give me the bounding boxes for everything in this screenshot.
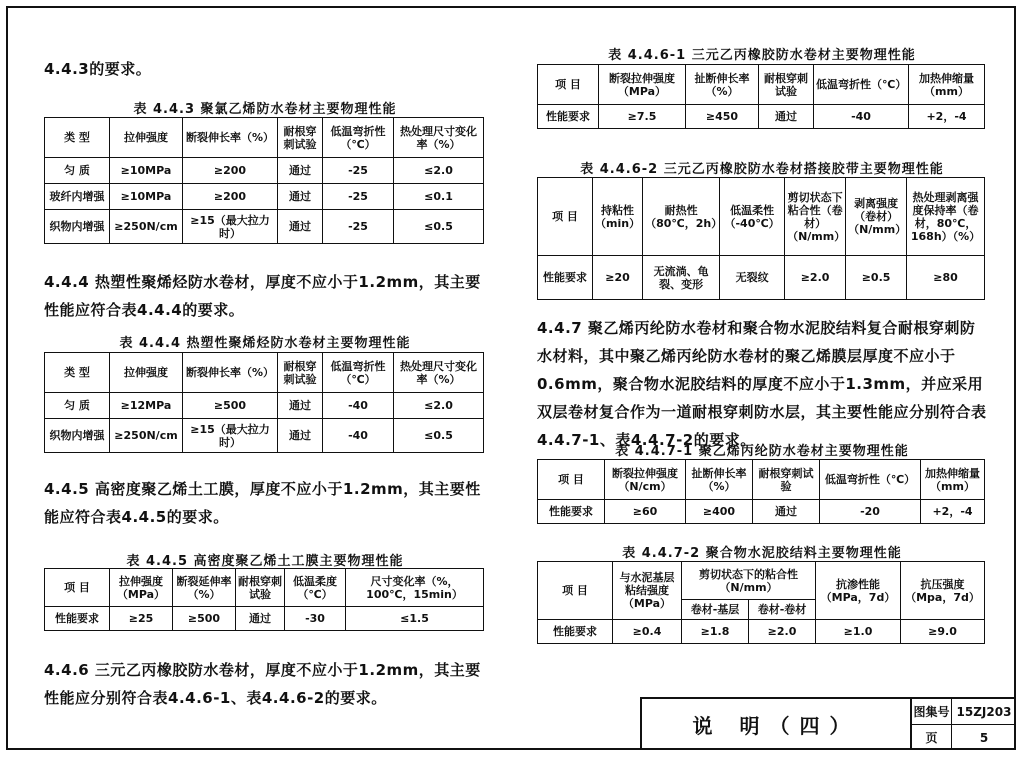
header-cell: 加热伸缩量（mm） xyxy=(909,65,985,105)
header-cell: 抗渗性能（MPa，7d） xyxy=(816,562,901,620)
sheet-title: 说 明（四） xyxy=(642,699,912,750)
table-cell: 通过 xyxy=(753,500,820,524)
table-cell: +2，-4 xyxy=(921,500,985,524)
header-cell: 断裂伸长率（%） xyxy=(183,353,278,393)
table-cell: 匀 质 xyxy=(45,158,110,184)
header-cell: 扯断伸长率（%） xyxy=(686,460,753,500)
paragraph-444: 4.4.4 热塑性聚烯烃防水卷材，厚度不应小于1.2mm，其主要性能应符合表4.4.4的要求。 xyxy=(44,273,481,319)
table-cell: 通过 xyxy=(759,105,814,129)
table-cell: -40 xyxy=(814,105,909,129)
header-cell: 项 目 xyxy=(45,569,110,607)
header-cell: 类 型 xyxy=(45,118,110,158)
table-443-caption: 表 4.4.3 聚氯乙烯防水卷材主要物理性能 xyxy=(133,102,397,117)
table-cell: ≥25 xyxy=(110,607,173,631)
table-cell: ≥200 xyxy=(183,184,278,210)
table-cell: 性能要求 xyxy=(538,620,613,644)
table-cell: 通过 xyxy=(278,210,323,244)
header-cell: 扯断伸长率（%） xyxy=(686,65,759,105)
table-cell: 性能要求 xyxy=(538,500,605,524)
table-cell: ≥9.0 xyxy=(901,620,985,644)
header-cell: 剥离强度（卷材）（N/mm） xyxy=(846,178,907,256)
header-cell: 耐热性（80℃，2h） xyxy=(643,178,720,256)
header-cell: 尺寸变化率（%，100℃，15min） xyxy=(346,569,484,607)
table-cell: ≥2.0 xyxy=(749,620,816,644)
atlas-label: 图集号 xyxy=(912,699,952,725)
header-cell: 耐根穿刺试验 xyxy=(278,118,323,158)
header-cell: 项 目 xyxy=(538,460,605,500)
paragraph-445: 4.4.5 高密度聚乙烯土工膜，厚度不应小于1.2mm，其主要性能应符合表4.4.5的要求。 xyxy=(44,480,481,526)
table-444-caption: 表 4.4.4 热塑性聚烯烃防水卷材主要物理性能 xyxy=(119,336,411,351)
page-label: 页 xyxy=(912,725,952,750)
intro-text: 4.4.3的要求。 xyxy=(44,60,152,78)
title-block-grid xyxy=(912,699,1016,750)
table-cell: ≥450 xyxy=(686,105,759,129)
table-cell: 通过 xyxy=(236,607,285,631)
header-cell: 断裂拉伸强度（N/cm） xyxy=(605,460,686,500)
subheader-cell: 卷材-卷材 xyxy=(749,600,816,620)
header-cell: 热处理尺寸变化率（%） xyxy=(394,353,484,393)
table-cell: ≤1.5 xyxy=(346,607,484,631)
header-cell: 低温弯折性（℃） xyxy=(323,118,394,158)
table-cell: 织物内增强 xyxy=(45,419,110,453)
table-4472-caption: 表 4.4.7-2 聚合物水泥胶结料主要物理性能 xyxy=(622,546,902,561)
table-cell: +2，-4 xyxy=(909,105,985,129)
table-cell: ≥1.8 xyxy=(682,620,749,644)
table-443 xyxy=(44,117,484,244)
header-cell: 拉伸强度 xyxy=(110,353,183,393)
header-cell: 加热伸缩量（mm） xyxy=(921,460,985,500)
table-cell: ≥0.4 xyxy=(613,620,682,644)
table-445-caption: 表 4.4.5 高密度聚乙烯土工膜主要物理性能 xyxy=(126,554,404,569)
title-block xyxy=(640,697,1016,750)
table-cell: 通过 xyxy=(278,393,323,419)
table-cell: ≥80 xyxy=(907,256,985,300)
table-cell: ≤0.5 xyxy=(394,419,484,453)
header-cell: 热处理尺寸变化率（%） xyxy=(394,118,484,158)
table-cell: ≥500 xyxy=(183,393,278,419)
table-cell: 匀 质 xyxy=(45,393,110,419)
table-4472 xyxy=(537,561,985,644)
header-cell: 剪切状态下粘合性（卷材）（N/mm） xyxy=(785,178,846,256)
header-cell: 类 型 xyxy=(45,353,110,393)
table-cell: ≤2.0 xyxy=(394,393,484,419)
table-cell: ≥15（最大拉力时） xyxy=(183,419,278,453)
header-cell: 断裂伸长率（%） xyxy=(183,118,278,158)
table-cell: ≥500 xyxy=(173,607,236,631)
header-cell: 耐根穿刺试验 xyxy=(236,569,285,607)
table-cell: -40 xyxy=(323,393,394,419)
table-cell: ≥10MPa xyxy=(110,184,183,210)
header-cell: 剪切状态下的粘合性（N/mm） xyxy=(682,562,816,600)
table-cell: 性能要求 xyxy=(45,607,110,631)
table-4462-caption: 表 4.4.6-2 三元乙丙橡胶防水卷材搭接胶带主要物理性能 xyxy=(580,162,944,177)
table-cell: ≥20 xyxy=(593,256,643,300)
header-cell: 断裂拉伸强度（MPa） xyxy=(599,65,686,105)
header-cell: 持粘性（min） xyxy=(593,178,643,256)
table-4471-caption: 表 4.4.7-1 聚乙烯丙纶防水卷材主要物理性能 xyxy=(615,444,909,459)
table-cell: -40 xyxy=(323,419,394,453)
table-cell: 织物内增强 xyxy=(45,210,110,244)
table-cell: 性能要求 xyxy=(538,105,599,129)
table-4461-caption: 表 4.4.6-1 三元乙丙橡胶防水卷材主要物理性能 xyxy=(608,48,916,63)
table-cell: ≥400 xyxy=(686,500,753,524)
table-445 xyxy=(44,568,484,631)
header-cell: 拉伸强度（MPa） xyxy=(110,569,173,607)
table-cell: -25 xyxy=(323,210,394,244)
table-4462 xyxy=(537,177,985,300)
table-cell: ≥1.0 xyxy=(816,620,901,644)
header-cell: 低温柔性（-40℃） xyxy=(720,178,785,256)
header-cell: 耐根穿刺试验 xyxy=(753,460,820,500)
header-cell: 低温弯折性（℃） xyxy=(820,460,921,500)
table-cell: 通过 xyxy=(278,419,323,453)
header-cell: 耐根穿刺试验 xyxy=(278,353,323,393)
table-cell: ≥7.5 xyxy=(599,105,686,129)
table-cell: ≥200 xyxy=(183,158,278,184)
header-cell: 低温柔度（℃） xyxy=(285,569,346,607)
header-cell: 拉伸强度 xyxy=(110,118,183,158)
header-cell: 项 目 xyxy=(538,178,593,256)
table-cell: ≥0.5 xyxy=(846,256,907,300)
table-cell: ≥2.0 xyxy=(785,256,846,300)
paragraph-447: 4.4.7 聚乙烯丙纶防水卷材和聚合物水泥胶结料复合耐根穿刺防水材料，其中聚乙烯丙纶防水卷材的聚乙烯膜层厚度不应小于0.6mm，聚合物水泥胶结料的厚度不应小于1.3mm，并应采用双层卷材复合作为一道耐根穿刺防水层，其主要性能应分别符合表4.4.7-1、表4.4.7-2的要求。 xyxy=(537,319,987,449)
table-cell: ≥10MPa xyxy=(110,158,183,184)
table-cell: ≥60 xyxy=(605,500,686,524)
table-cell: 通过 xyxy=(278,158,323,184)
header-cell: 低温弯折性（℃） xyxy=(814,65,909,105)
table-cell: ≤0.1 xyxy=(394,184,484,210)
table-cell: -25 xyxy=(323,184,394,210)
header-cell: 断裂延伸率（%） xyxy=(173,569,236,607)
table-cell: -25 xyxy=(323,158,394,184)
header-cell: 热处理剥离强度保持率（卷材，80℃，168h）（%） xyxy=(907,178,985,256)
header-cell: 项 目 xyxy=(538,65,599,105)
table-cell: 无流淌、龟裂、变形 xyxy=(643,256,720,300)
table-cell: 性能要求 xyxy=(538,256,593,300)
table-cell: ≤0.5 xyxy=(394,210,484,244)
table-cell: ≥12MPa xyxy=(110,393,183,419)
table-cell: ≥250N/cm xyxy=(110,210,183,244)
header-cell: 项 目 xyxy=(538,562,613,620)
atlas-number: 15ZJ203 xyxy=(952,699,1016,725)
table-444 xyxy=(44,352,484,453)
table-4471 xyxy=(537,459,985,524)
table-cell: -20 xyxy=(820,500,921,524)
header-cell: 低温弯折性（℃） xyxy=(323,353,394,393)
header-cell: 耐根穿刺试验 xyxy=(759,65,814,105)
table-cell: 通过 xyxy=(278,184,323,210)
header-cell: 抗压强度（Mpa，7d） xyxy=(901,562,985,620)
page-number: 5 xyxy=(979,730,989,745)
table-cell: 玻纤内增强 xyxy=(45,184,110,210)
table-cell: ≤2.0 xyxy=(394,158,484,184)
table-cell: ≥15（最大拉力时） xyxy=(183,210,278,244)
subheader-cell: 卷材-基层 xyxy=(682,600,749,620)
table-cell: 无裂纹 xyxy=(720,256,785,300)
table-4461 xyxy=(537,64,985,129)
header-cell: 与水泥基层粘结强度（MPa） xyxy=(613,562,682,620)
paragraph-446: 4.4.6 三元乙丙橡胶防水卷材，厚度不应小于1.2mm，其主要性能应分别符合表4.4.6-1、表4.4.6-2的要求。 xyxy=(44,661,481,707)
table-cell: ≥250N/cm xyxy=(110,419,183,453)
table-cell: -30 xyxy=(285,607,346,631)
